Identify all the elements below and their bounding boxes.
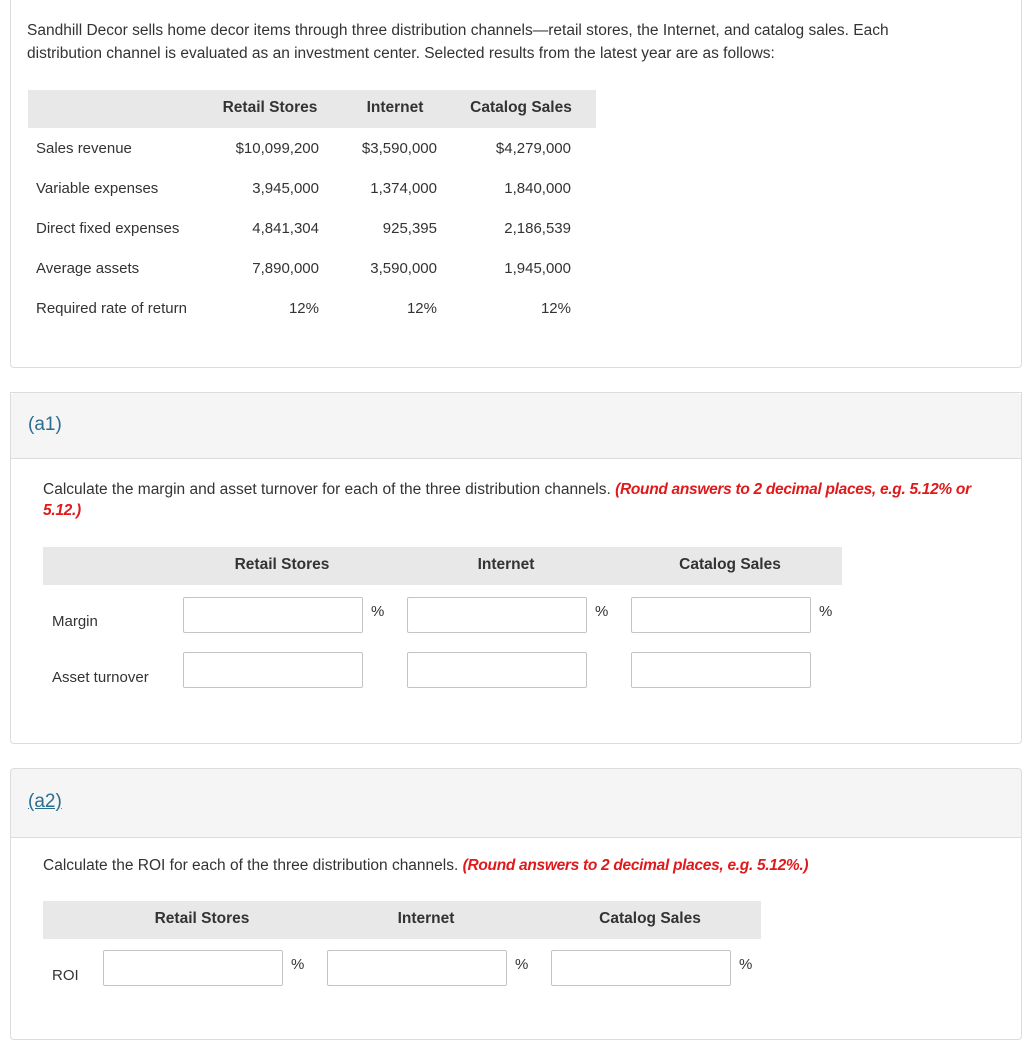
- row-label: Average assets: [36, 260, 140, 277]
- percent-sign: %: [595, 603, 609, 620]
- cell-catalog: 2,186,539: [504, 220, 571, 237]
- cell-catalog: $4,279,000: [495, 140, 571, 157]
- col-header-catalog: Catalog Sales: [470, 99, 572, 116]
- col-header-retail: Retail Stores: [222, 99, 318, 116]
- cell-internet: 1,374,000: [370, 180, 437, 197]
- data-row-assets: [28, 260, 596, 280]
- cell-internet: 3,590,000: [370, 260, 437, 277]
- cell-internet: 925,395: [382, 220, 437, 237]
- margin-retail-input[interactable]: [183, 597, 363, 633]
- data-row-variable: [28, 180, 596, 200]
- cell-catalog: 1,840,000: [504, 180, 571, 197]
- rounding-note: (Round answers to 2 decimal places, e.g. 5.12% or 5.12.): [43, 481, 971, 519]
- roi-label: ROI: [52, 967, 79, 984]
- data-row-fixed: [28, 220, 596, 240]
- part-a1-header: [11, 393, 1021, 459]
- cell-catalog: 1,945,000: [504, 260, 571, 277]
- rounding-note: (Round answers to 2 decimal places, e.g. 5.12%.): [462, 857, 809, 874]
- turnover-catalog-input[interactable]: [631, 652, 811, 688]
- roi-catalog-input[interactable]: [551, 950, 731, 986]
- cell-internet: 12%: [406, 300, 437, 317]
- cell-retail: $10,099,200: [235, 140, 319, 157]
- problem-intro: Sandhill Decor sells home decor items through three distribution channels—retail stores, the Internet, and catalog sales. Each distribution channel is evaluated as an investment center. Selected results from the latest year are as follows:: [27, 22, 889, 62]
- cell-internet: $3,590,000: [361, 140, 437, 157]
- row-label: Direct fixed expenses: [36, 220, 180, 237]
- instruction-text: Calculate the ROI for each of the three distribution channels.: [43, 857, 463, 874]
- a2-col-header-internet: Internet: [397, 910, 455, 927]
- roi-retail-input[interactable]: [103, 950, 283, 986]
- cell-retail: 12%: [288, 300, 319, 317]
- cell-retail: 3,945,000: [252, 180, 319, 197]
- a1-col-header-retail: Retail Stores: [234, 556, 330, 573]
- percent-sign: %: [291, 956, 305, 973]
- part-a1-label: (a1): [28, 414, 62, 435]
- margin-label: Margin: [52, 613, 98, 630]
- part-a2-label[interactable]: (a2): [28, 791, 62, 812]
- margin-internet-input[interactable]: [407, 597, 587, 633]
- part-a2-instruction: [43, 855, 978, 876]
- data-row-sales: [28, 140, 596, 160]
- col-header-internet: Internet: [366, 99, 424, 116]
- data-row-return: [28, 300, 596, 320]
- margin-catalog-input[interactable]: [631, 597, 811, 633]
- a2-col-header-catalog: Catalog Sales: [599, 910, 701, 927]
- cell-retail: 4,841,304: [252, 220, 319, 237]
- turnover-internet-input[interactable]: [407, 652, 587, 688]
- percent-sign: %: [371, 603, 385, 620]
- turnover-retail-input[interactable]: [183, 652, 363, 688]
- cell-retail: 7,890,000: [252, 260, 319, 277]
- data-table: [28, 90, 596, 330]
- part-a1-instruction: [43, 479, 978, 521]
- cell-catalog: 12%: [540, 300, 571, 317]
- a1-col-header-catalog: Catalog Sales: [679, 556, 781, 573]
- percent-sign: %: [819, 603, 833, 620]
- row-label: Variable expenses: [36, 180, 159, 197]
- a2-col-header-retail: Retail Stores: [154, 910, 250, 927]
- part-a2-header: [11, 769, 1021, 838]
- asset-turnover-label: Asset turnover: [52, 669, 149, 686]
- row-label: Sales revenue: [36, 140, 132, 157]
- row-label: Required rate of return: [36, 300, 187, 317]
- a1-col-header-internet: Internet: [477, 556, 535, 573]
- percent-sign: %: [739, 956, 753, 973]
- roi-internet-input[interactable]: [327, 950, 507, 986]
- instruction-text: Calculate the margin and asset turnover for each of the three distribution channels.: [43, 481, 616, 498]
- percent-sign: %: [515, 956, 529, 973]
